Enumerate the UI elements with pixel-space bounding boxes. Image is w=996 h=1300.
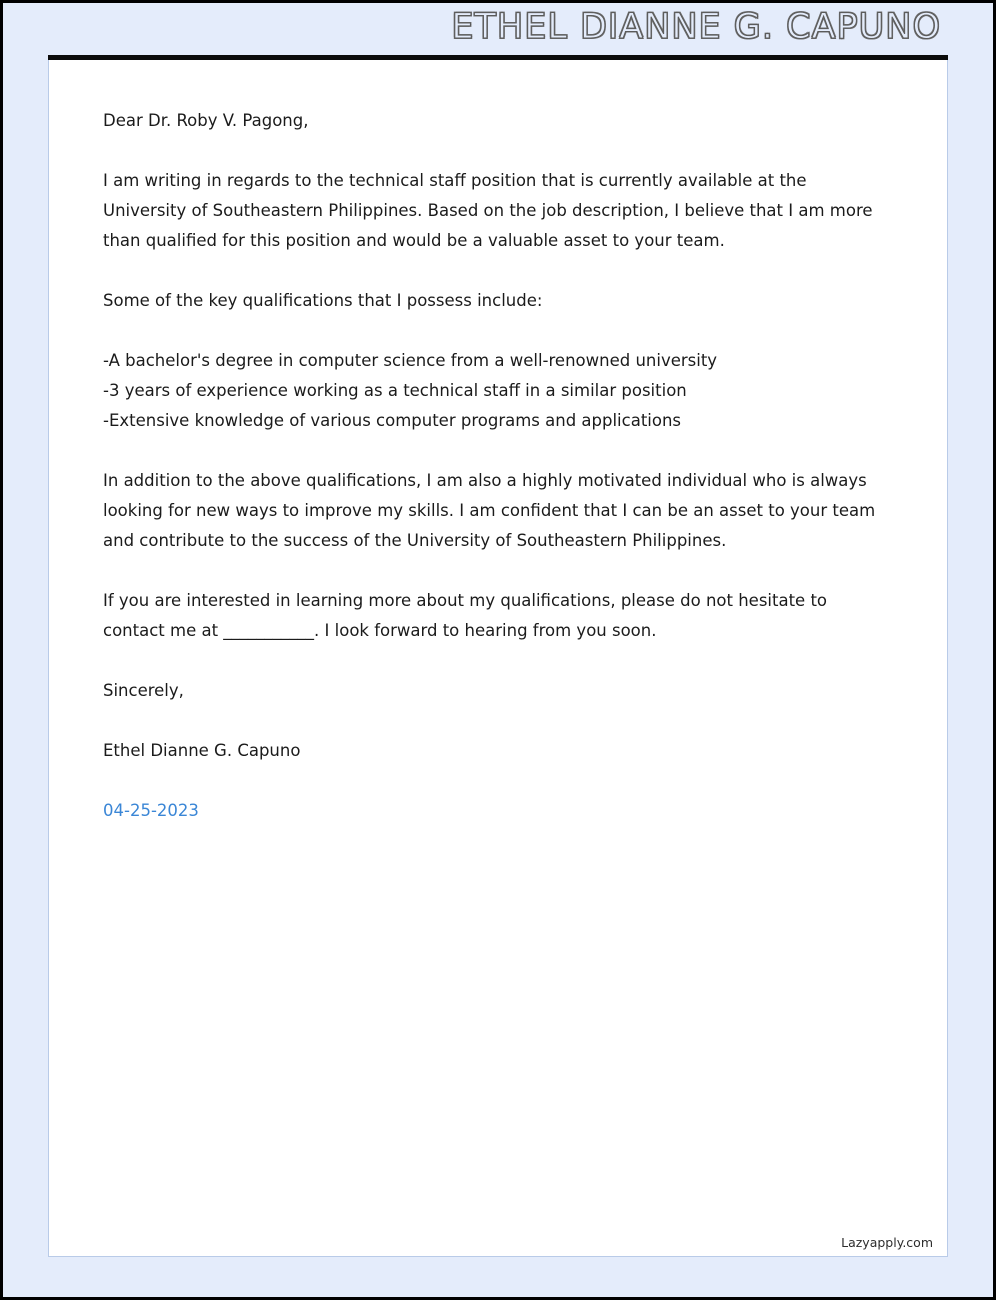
signature-date: 04-25-2023 [103, 801, 199, 820]
qualifications-list [103, 346, 891, 436]
letter-sheet [48, 60, 948, 1257]
letter-paragraph-4: If you are interested in learning more about my qualifications, please do not hesitate to contact me at ___________. I look forward to hearing from you soon. [103, 591, 828, 640]
signature-name: Ethel Dianne G. Capuno [103, 741, 301, 760]
list-item: -A bachelor's degree in computer science from a well-renowned university [103, 351, 718, 370]
list-item: -Extensive knowledge of various computer programs and applications [103, 411, 682, 430]
page-title: ETHEL DIANNE G. CAPUNO [451, 7, 941, 47]
letter-paragraph-2: Some of the key qualifications that I possess include: [103, 291, 543, 310]
watermark-label: Lazyapply.com [841, 1235, 933, 1250]
document-header [3, 3, 993, 51]
letter-salutation: Dear Dr. Roby V. Pagong, [103, 111, 309, 130]
letter-paragraph-1: I am writing in regards to the technical staff position that is currently available at the University of Southeastern Philippines. Based on the job description, I believe that I am more than qualified for this position and would be a valuable asset to your team. [103, 171, 873, 250]
letter-closing: Sincerely, [103, 681, 184, 700]
letter-paragraph-3: In addition to the above qualifications, I am also a highly motivated individual who is always looking for new ways to improve my skills. I am confident that I can be an asset to your team and contribute to the success of the University of Southeastern Philippines. [103, 471, 876, 550]
list-item: -3 years of experience working as a technical staff in a similar position [103, 381, 687, 400]
letter-body [49, 60, 947, 826]
